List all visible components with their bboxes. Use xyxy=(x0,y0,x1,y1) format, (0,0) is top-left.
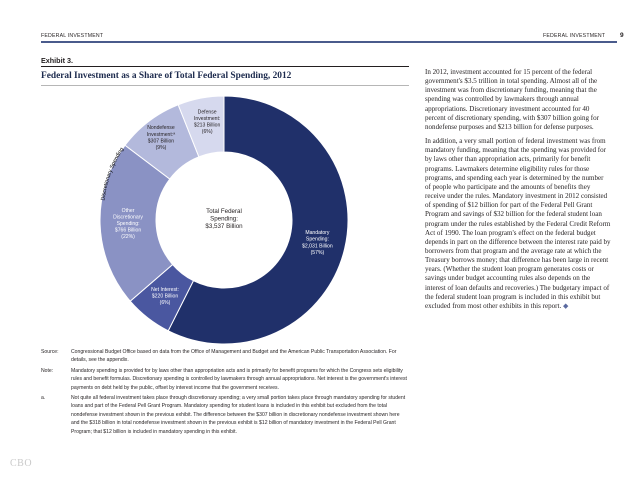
slice-label-mandatory-spending: Mandatory Spending: $2,031 Billion (57%) xyxy=(302,230,333,256)
note-key: a. xyxy=(41,395,46,402)
sidebar-paragraph-2-text: In addition, a very small portion of federal investment was from mandatory funding, meaning that the spending was provided for by laws other than appropriation acts, primarily for benefit programs. Lawmakers determine eligibility rules for those programs, and spending each year is determined by the number of people who participate and the amounts of benefits they receive under the rules. Mandatory investment in 2012 consisted of spending of $12 billion for part of the Federal Pell Grant Program and savings of $32 billion for the federal student loan program under the rules established by the Federal Credit Reform Act of 1990. The loan program's effect on the federal budget depends in part on the difference between the interest rate paid by borrowers from that program and the average rate at which the Treasury borrows money; that difference has been large in recent years. (Whether the student loan program generates costs or savings under budget accounting rules also depends on the interest of loan defaults and recoveries.) The budgetary impact of the federal student loan program is included in this exhibit but excluded from most other exhibits in this report. xyxy=(425,137,611,310)
note-text: Congressional Budget Office based on data from the Office of Management and Budget and the American Public Transportation Association. For details, see the appendix. xyxy=(71,349,397,364)
note-footnote-a xyxy=(41,394,409,436)
note-key: Note: xyxy=(41,367,54,374)
running-header-right: FEDERAL INVESTMENT xyxy=(543,33,606,39)
note-source xyxy=(41,348,409,365)
cbo-watermark: CBO xyxy=(10,458,33,469)
note-key: Source: xyxy=(41,349,59,355)
note-text: Not quite all federal investment takes place through discretionary spending; a very small portion takes place through mandatory spending for student loans and part of the Federal Pell Grant Program. Mandatory spending for student loans is included in this exhibit but excluded from the total nondefense investment shown in the previous exhibit. The difference between the $307 billion in discretionary nondefense investment shown here and the $318 billion in total nondefense investment shown in the previous exhibit is $12 billion of mandatory investment in the Federal Pell Grant Program; that $12 billion is included in mandatory spending in this exhibit. xyxy=(71,395,406,435)
note-text: Mandatory spending is provided for by laws other than appropriation acts and is primarily for benefit programs for which the Congress sets eligibility rules and benefit formulas. Discretionary spending is controlled by lawmakers through annual appropriations. Net interest is the government's interest payments on debt held by the public, offset by interest income that the government receives. xyxy=(71,367,407,391)
end-mark-icon: ◆ xyxy=(562,301,569,310)
slice-label-other-discretionary-spending: Other Discretionary Spending: $766 Billion (22%) xyxy=(113,207,143,241)
note-note xyxy=(41,367,409,392)
discretionary-arc-label: Discretionary Spending xyxy=(100,146,126,202)
slice-label-nondefense-investment: Nondefense Investment:ª $307 Billion (9%) xyxy=(146,125,176,151)
slice-label-defense-investment: Defense Investment: $213 Billion (6%) xyxy=(193,109,221,136)
exhibit-label: Exhibit 3. xyxy=(41,56,73,65)
sidebar-paragraph-2 xyxy=(425,137,611,311)
running-header-left: FEDERAL INVESTMENT xyxy=(41,33,104,39)
center-label: Total Federal Spending: $3,537 Billion xyxy=(205,208,243,231)
sidebar-text xyxy=(425,68,611,311)
page-number: 9 xyxy=(620,32,624,39)
slice-label-net-interest: Net Interest: $220 Billion (6%) xyxy=(151,286,179,307)
sidebar-paragraph-1: In 2012, investment accounted for 15 percent of the federal government's $3.5 trillion in total spending. Almost all of the investment was from discretionary funding, meaning that the spending was controlled by lawmakers through annual appropriations. Discretionary investment accounted for 40 percent of discretionary spending, with $307 billion going for nondefense purposes and $213 billion for defense purposes. xyxy=(425,68,599,131)
chart-notes xyxy=(41,348,409,436)
exhibit-title: Federal Investment as a Share of Total Federal Spending, 2012 xyxy=(41,71,292,81)
